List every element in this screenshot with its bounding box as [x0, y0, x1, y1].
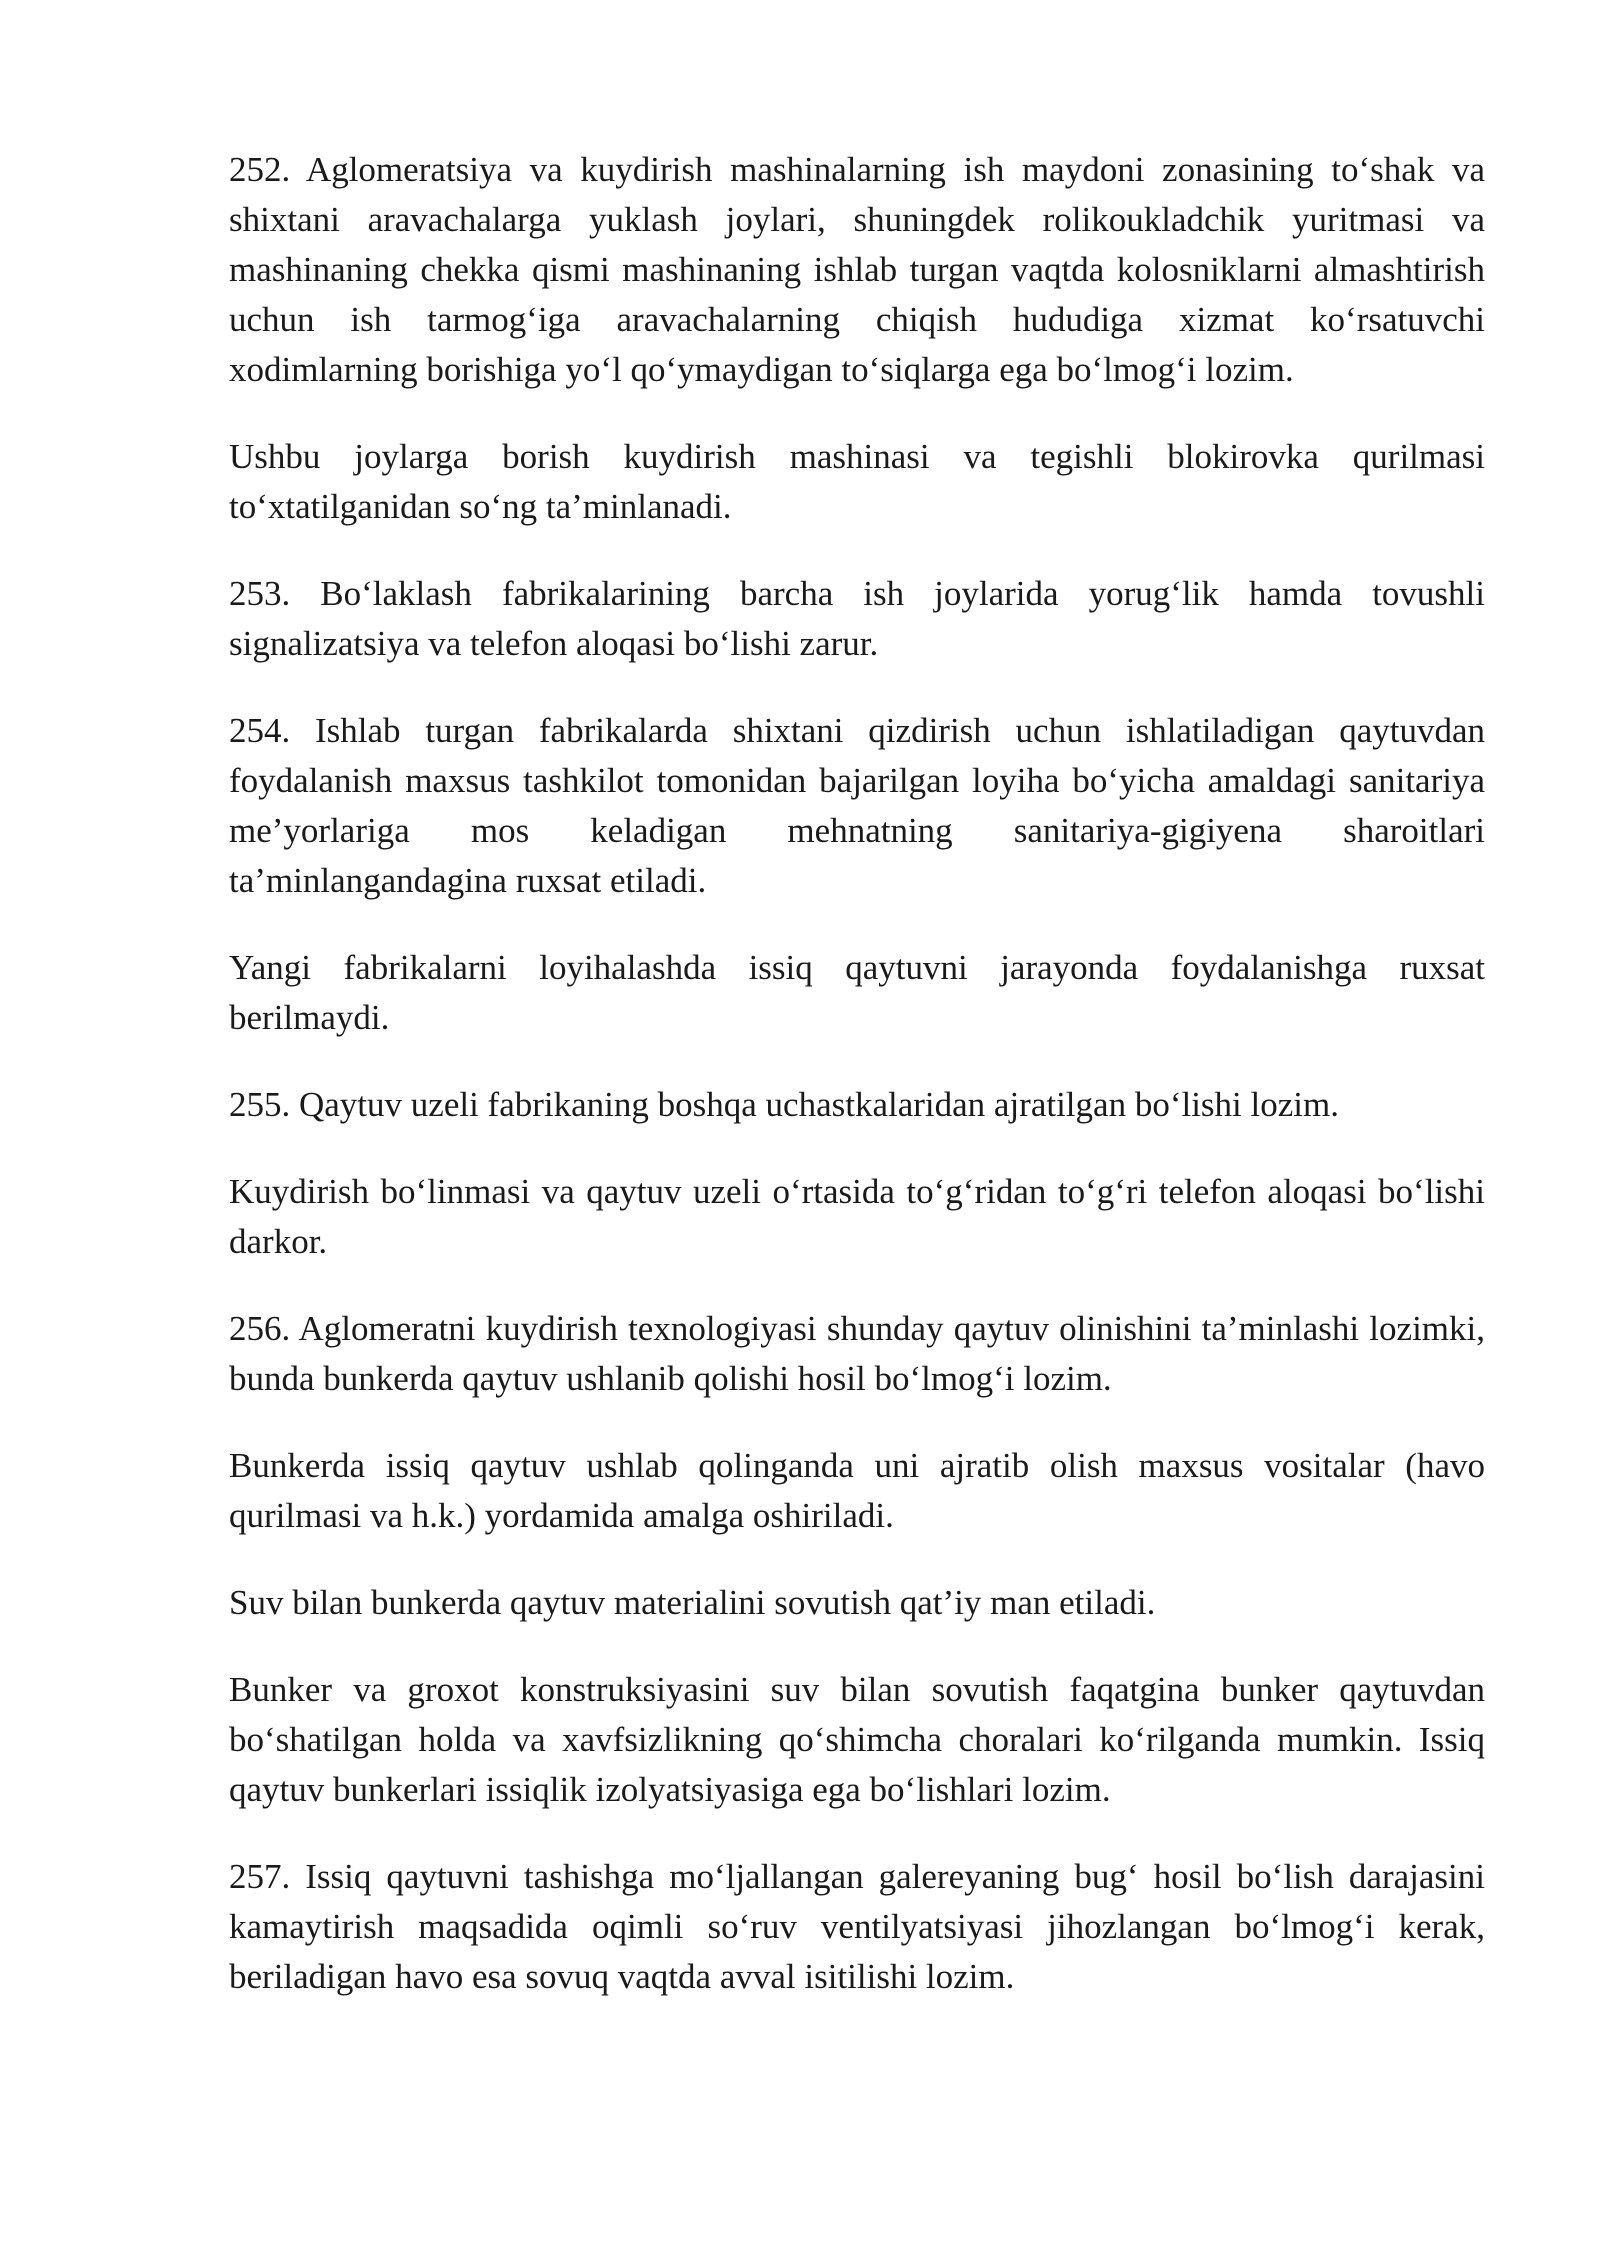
- paragraph-252-access: Ushbu joylarga borish kuydirish mashinasi va tegishli blokirovka qurilmasi to‘xtatilganidan so‘ng ta’minlanadi.: [229, 437, 1485, 526]
- paragraph-256-water-ban: Suv bilan bunkerda qaytuv materialini sovutish qat’iy man etiladi.: [229, 1583, 1156, 1622]
- paragraph-255-phone: Kuydirish bo‘linmasi va qaytuv uzeli o‘rtasida to‘g‘ridan to‘g‘ri telefon aloqasi bo‘lishi darkor.: [229, 1172, 1485, 1261]
- paragraph-255: 255. Qaytuv uzeli fabrikaning boshqa uchastkalaridan ajratilgan bo‘lishi lozim.: [229, 1085, 1339, 1124]
- paragraph-257: 257. Issiq qaytuvni tashishga mo‘ljallangan galereyaning bug‘ hosil bo‘lish darajasini kamaytirish maqsadida oqimli so‘ruv ventilyatsiyasi jihozlangan bo‘lmog‘i kerak, beriladigan havo esa sovuq vaqtda avval isitilishi lozim.: [229, 1857, 1485, 1996]
- document-body: [229, 145, 1485, 2039]
- paragraph-254: 254. Ishlab turgan fabrikalarda shixtani qizdirish uchun ishlatiladigan qaytuvdan foydalanish maxsus tashkilot tomonidan bajarilgan loyiha bo‘yicha amaldagi sanitariya me’yorlariga mos keladigan mehnatning sanitariya-gigiyena sharoitlari ta’minlangandagina ruxsat etiladi.: [229, 711, 1485, 900]
- paragraph-253: 253. Bo‘laklash fabrikalarining barcha ish joylarida yorug‘lik hamda tovushli signalizatsiya va telefon aloqasi bo‘lishi zarur.: [229, 574, 1485, 663]
- paragraph-256-bunker-cooling: Bunker va groxot konstruksiyasini suv bilan sovutish faqatgina bunker qaytuvdan bo‘shatilgan holda va xavfsizlikning qo‘shimcha choralari ko‘rilganda mumkin. Issiq qaytuv bunkerlari issiqlik izolyatsiyasiga ega bo‘lishlari lozim.: [229, 1670, 1485, 1809]
- paragraph-252: 252. Aglomeratsiya va kuydirish mashinalarning ish maydoni zonasining to‘shak va shixtani aravachalarga yuklash joylari, shuningdek rolikoukladchik yuritmasi va mashinaning chekka qismi mashinaning ishlab turgan vaqtda kolosniklarni almashtirish uchun ish tarmog‘iga aravachalarning chiqish hududiga xizmat ko‘rsatuvchi xodimlarning borishiga yo‘l qo‘ymaydigan to‘siqlarga ega bo‘lmog‘i lozim.: [229, 150, 1485, 389]
- paragraph-254-new-factories: Yangi fabrikalarni loyihalashda issiq qaytuvni jarayonda foydalanishga ruxsat berilmaydi.: [229, 948, 1485, 1037]
- paragraph-256-hot-return: Bunkerda issiq qaytuv ushlab qolinganda uni ajratib olish maxsus vositalar (havo qurilmasi va h.k.) yordamida amalga oshiriladi.: [229, 1446, 1485, 1535]
- paragraph-256: 256. Aglomeratni kuydirish texnologiyasi shunday qaytuv olinishini ta’minlashi lozimki, bunda bunkerda qaytuv ushlanib qolishi hosil bo‘lmog‘i lozim.: [229, 1309, 1485, 1398]
